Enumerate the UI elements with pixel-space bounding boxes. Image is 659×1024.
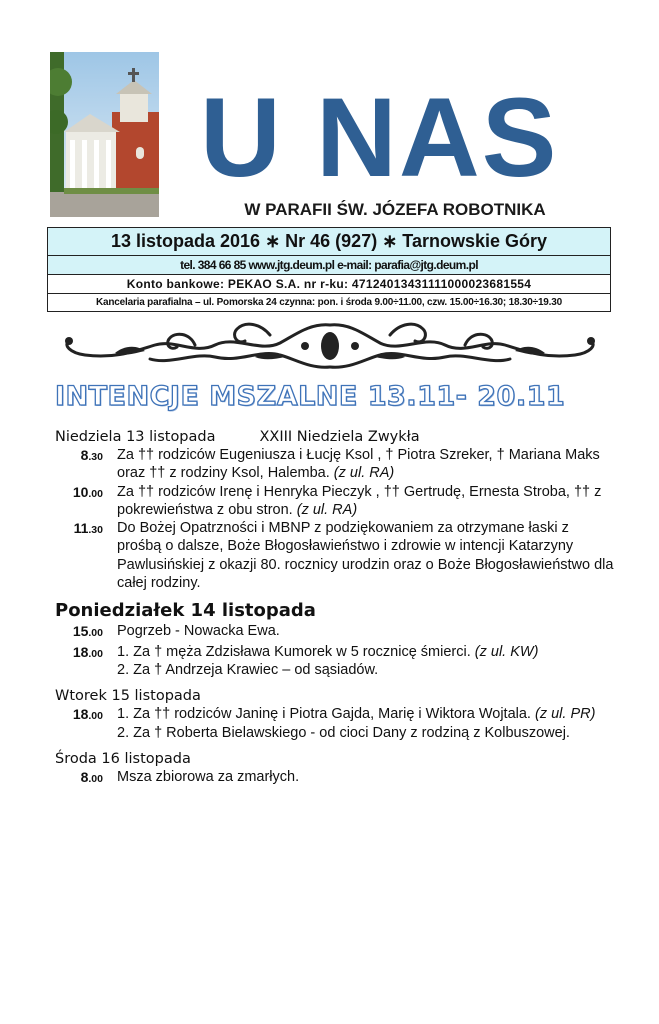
mass-hour: 10: [72, 483, 89, 500]
mass-entry: [55, 705, 615, 742]
mass-hour: 8: [80, 768, 89, 785]
intention-text: 1. Za † męża Zdzisława Kumorek w 5 rocznicę śmierci.: [117, 643, 475, 660]
bank-account-line: Konto bankowe: PEKAO S.A. nr r-ku: 47124013431111000023681554: [48, 274, 610, 293]
mass-time: [55, 483, 117, 520]
parish-name: W PARAFII ŚW. JÓZEFA ROBOTNIKA: [244, 200, 546, 219]
church-photo-icon: [50, 52, 159, 217]
intention-text: 2. Za † Andrzeja Krawiec – od sąsiadów.: [117, 661, 379, 678]
mass-entry: [55, 519, 615, 592]
mass-hour: 18: [72, 706, 89, 723]
intention-line: [117, 643, 615, 661]
mass-minute: .30: [88, 524, 103, 537]
intention-line: [117, 446, 615, 483]
intention-text: Msza zbiorowa za zmarłych.: [117, 768, 300, 785]
mass-minute: .30: [88, 451, 103, 463]
day-block: [55, 750, 615, 788]
masthead-title: U NAS: [200, 75, 559, 200]
mass-intention: [117, 483, 615, 520]
day-block: [55, 687, 615, 742]
mass-time: [55, 622, 117, 642]
mass-intention: [117, 446, 615, 483]
day-title: [55, 687, 615, 705]
mass-minute: .00: [88, 487, 103, 500]
intention-text: Do Bożej Opatrzności i MBNP z podziękowaniem za otrzymane łaski z prośbą o dalsze, Boże Błogosławieństwo i zdrowie w intencji Katarzyny Pawlusińskiej z okazji 80. rocznicy urodzin oraz o Boże Błogosławieństwo dla całej rodziny.: [117, 520, 614, 592]
mass-entry: [55, 446, 615, 483]
church-photo: [50, 52, 159, 217]
mass-minute: .00: [88, 772, 103, 785]
mass-entry: [55, 622, 615, 642]
day-title-text: Niedziela 13 listopada: [55, 429, 216, 445]
mass-minute: .00: [88, 647, 103, 660]
office-hours-line: Kancelaria parafialna – ul. Pomorska 24 czynna: pon. i środa 9.00÷11.00, czw. 15.00÷16.30; 18.30÷19.30: [48, 293, 610, 311]
scroll-ornament-icon: [55, 315, 605, 373]
day-title-text: Poniedziałek 14 listopada: [55, 600, 316, 622]
mass-time: [55, 446, 117, 483]
intention-text: 1. Za †† rodziców Janinę i Piotra Gajda, Marię i Wiktora Wojtala.: [117, 706, 535, 723]
mass-intention: [117, 705, 615, 742]
mass-intention: [117, 622, 615, 642]
mass-time: [55, 519, 117, 592]
intention-text: 2. Za † Roberta Bielawskiego - od cioci Dany z rodziną z Kolbuszowej.: [117, 724, 570, 741]
intention-text: Za †† rodziców Eugeniusza i Łucję Ksol , † Piotra Szreker, † Mariana Maks oraz †† z rodziny Ksol, Halemba.: [117, 447, 600, 482]
intention-line: [117, 622, 615, 640]
mass-minute: .00: [88, 627, 103, 640]
intention-line: [117, 724, 615, 742]
day-block: [55, 428, 615, 592]
mass-intention: [117, 519, 615, 592]
mass-time: [55, 768, 117, 788]
mass-intention: [117, 643, 615, 680]
street-note: (z ul. RA): [333, 465, 395, 482]
mass-hour: 8: [80, 447, 89, 463]
contact-line: tel. 384 66 85 www.jtg.deum.pl e-mail: parafia@jtg.deum.pl: [48, 255, 610, 274]
mass-time: [55, 705, 117, 742]
intention-line: [117, 483, 615, 520]
day-title: [55, 750, 615, 768]
day-title-text: Wtorek 15 listopada: [55, 688, 201, 705]
mass-time: [55, 643, 117, 680]
intention-line: [117, 519, 615, 592]
issue-date-line: 13 listopada 2016 ∗ Nr 46 (927) ∗ Tarnowskie Góry: [48, 228, 610, 255]
section-title: INTENCJE MSZALNE 13.11- 20.11: [55, 381, 566, 412]
intention-text: Za †† rodziców Irenę i Henryka Pieczyk , †† Gertrudę, Ernesta Stroba, †† z pokrewieństwa z obu stron.: [117, 483, 602, 518]
mass-entry: [55, 483, 615, 520]
mass-minute: .00: [88, 710, 103, 723]
mass-entry: [55, 768, 615, 788]
day-title-text: Środa 16 listopada: [55, 750, 191, 767]
mass-hour: 15: [72, 623, 89, 640]
info-box: [47, 227, 611, 312]
intention-text: Pogrzeb - Nowacka Ewa.: [117, 623, 280, 640]
street-note: (z ul. RA): [296, 501, 358, 518]
mass-hour: 18: [72, 643, 89, 660]
street-note: (z ul. PR): [535, 706, 596, 723]
day-subtitle: XXIII Niedziela Zwykła: [259, 429, 420, 445]
mass-schedule: [55, 428, 615, 796]
mass-entry: [55, 643, 615, 680]
day-title: [55, 600, 615, 622]
intention-line: [117, 661, 615, 679]
day-block: [55, 600, 615, 679]
intention-line: [117, 768, 615, 786]
day-title: [55, 428, 615, 446]
intention-line: [117, 705, 615, 723]
mass-hour: 11: [73, 520, 89, 537]
street-note: (z ul. KW): [474, 643, 539, 660]
mass-intention: [117, 768, 615, 788]
